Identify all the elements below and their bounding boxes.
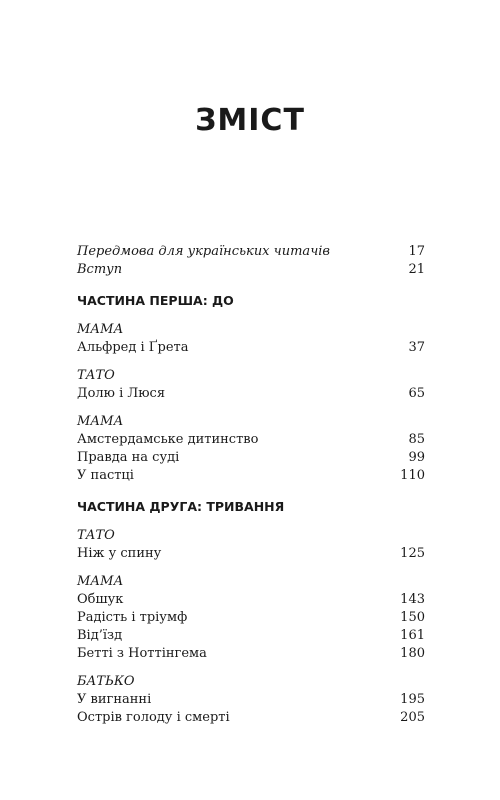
toc-entry bbox=[77, 627, 425, 645]
toc-entry-page: 205 bbox=[400, 710, 425, 725]
toc-entry-page: 85 bbox=[408, 432, 425, 447]
toc-group bbox=[77, 573, 425, 663]
toc-entry-page: 65 bbox=[408, 386, 425, 401]
toc-entry-label: Вступ bbox=[77, 262, 123, 277]
part-title: ЧАСТИНА ПЕРША: ДО bbox=[77, 293, 234, 308]
toc-entry-page: 143 bbox=[400, 592, 425, 607]
toc-entry-label: Від’їзд bbox=[77, 628, 123, 643]
toc-entry-label: Ніж у спину bbox=[77, 546, 162, 561]
toc-entry-label: У пастці bbox=[77, 468, 134, 483]
toc-entry bbox=[77, 243, 425, 261]
toc-entry-page: 195 bbox=[400, 692, 425, 707]
toc-entry bbox=[77, 385, 425, 403]
toc-entry bbox=[77, 467, 425, 485]
toc-entry-page: 37 bbox=[408, 340, 425, 355]
toc-entry-page: 150 bbox=[400, 610, 425, 625]
part-title: ЧАСТИНА ДРУГА: ТРИВАННЯ bbox=[77, 499, 285, 514]
toc-group bbox=[77, 367, 425, 403]
page-title: ЗМІСТ bbox=[195, 103, 305, 138]
toc-entry-page: 99 bbox=[408, 450, 425, 465]
toc-entry bbox=[77, 339, 425, 357]
toc-entry-label: Бетті з Ноттінгема bbox=[77, 646, 207, 661]
group-heading: МАМА bbox=[77, 322, 124, 337]
toc-group bbox=[77, 413, 425, 485]
toc-entry bbox=[77, 545, 425, 563]
toc-entry-page: 110 bbox=[400, 468, 425, 483]
toc-entry-label: Обшук bbox=[77, 592, 124, 607]
group-heading: БАТЬКО bbox=[77, 674, 135, 689]
group-heading: МАМА bbox=[77, 574, 124, 589]
group-heading: МАМА bbox=[77, 414, 124, 429]
toc-entry bbox=[77, 261, 425, 279]
toc-entry bbox=[77, 709, 425, 727]
group-heading: ТАТО bbox=[77, 368, 115, 383]
toc-group bbox=[77, 673, 425, 727]
toc-entry bbox=[77, 449, 425, 467]
toc-entry-page: 161 bbox=[400, 628, 425, 643]
toc-entry bbox=[77, 609, 425, 627]
toc-entry-page: 21 bbox=[408, 262, 425, 277]
toc-entry-label: Альфред і Ґрета bbox=[77, 340, 189, 355]
toc-group bbox=[77, 321, 425, 357]
group-heading: ТАТО bbox=[77, 528, 115, 543]
toc-entry bbox=[77, 645, 425, 663]
toc-entry bbox=[77, 431, 425, 449]
toc-entry-label: Амстердамське дитинство bbox=[77, 432, 259, 447]
toc-entry-label: Передмова для українських читачів bbox=[77, 244, 330, 259]
toc-entry-label: У вигнанні bbox=[77, 692, 152, 707]
toc-entry-label: Радість і тріумф bbox=[77, 610, 188, 625]
toc-entry-page: 125 bbox=[400, 546, 425, 561]
toc-group bbox=[77, 527, 425, 563]
toc-entry-label: Острів голоду і смерті bbox=[77, 710, 230, 725]
toc-entry bbox=[77, 591, 425, 609]
toc-entry-label: Правда на суді bbox=[77, 450, 180, 465]
toc-entry-page: 17 bbox=[408, 244, 425, 259]
toc-entry-label: Долю і Люся bbox=[77, 386, 166, 401]
toc-entry-page: 180 bbox=[400, 646, 425, 661]
toc-entry bbox=[77, 691, 425, 709]
front-matter bbox=[77, 243, 425, 279]
table-of-contents bbox=[77, 243, 425, 737]
